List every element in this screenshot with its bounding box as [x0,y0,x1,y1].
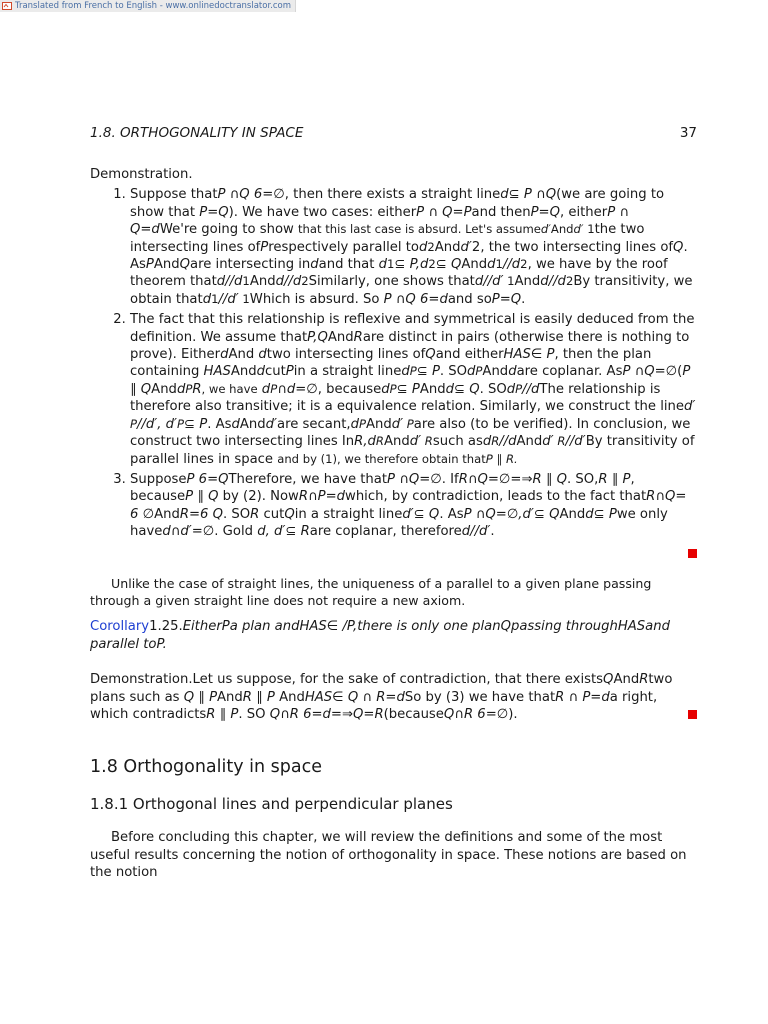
math-run: P ∩Q=∅,d′⊆ Q [463,506,560,522]
math-run: d∩d′=∅ [162,524,215,540]
text-run: So by (3) we have that [404,689,556,705]
text-run: And [514,274,541,290]
math-run: P=Q [530,204,560,220]
text-run: two intersecting lines of [266,347,426,363]
text-run: we only have [130,506,668,540]
text-run: are intersecting in [190,257,311,273]
text-run: by (2). Now [218,489,299,505]
text-run: cut [259,506,285,522]
text-run: Which is absurd. So [249,291,384,307]
math-run: HAS∈ Q ∩ R=d [304,689,405,705]
math-run: R ∥ P [242,689,275,705]
text-run: a right, which contradicts [90,689,658,722]
math-run: P ∥ R. [485,451,518,466]
proof-item [130,186,697,308]
text-run: , either [559,204,608,220]
math-run: d [467,364,476,380]
text-run: And [274,689,305,705]
math-run: P [177,416,185,431]
math-run: // [502,257,512,273]
math-run: d⊆ Q [445,381,480,397]
math-run: Q [603,672,614,688]
math-run: d [508,364,517,380]
math-run: P [285,364,294,380]
math-run: P ∥ Q [130,364,691,397]
text-run: are secant, [277,416,351,432]
subsection-heading: 1.8.1 Orthogonal lines and perpendicular planes [90,794,453,813]
text-run: And [383,434,410,450]
corollary-proof-text [90,672,672,722]
math-run: Q∩R 6=∅ [443,706,509,722]
math-run: R,d [354,434,376,450]
math-run: Q [284,506,295,522]
text-run: in a straight line [293,364,402,380]
text-run: ). [508,706,518,722]
text-run: (because [383,706,444,722]
text-run: 1 [495,257,503,272]
text-run: And [516,434,543,450]
text-run: And [613,672,640,688]
math-run: d′ [684,399,696,415]
math-run: d [258,347,267,363]
text-run: And [217,689,243,705]
banner-text[interactable]: Translated from French to English - www.onlinedoctranslator.com [15,1,292,11]
math-run: d [310,257,319,273]
text-run: . SO [223,506,251,522]
math-run: P [475,364,483,379]
math-run: R [491,434,500,449]
math-run: ∩d=∅ [277,381,318,397]
math-run: R [639,672,649,688]
math-run: ⊆ P [416,364,440,380]
math-run: R∩Q=∅=⇒R ∥ Q [458,471,568,487]
text-run: By transitivity, we obtain that [130,274,693,307]
paragraph-before: Before concluding this chapter, we will review the definitions and some of the most useful results concerning the notion of orthogonality in space. These notions are based on the notion [90,830,687,880]
math-run: R [421,434,433,449]
math-run: ′ [548,222,551,237]
text-run: , because [317,381,382,397]
math-run: P,Q [307,329,328,345]
math-run: ⊆ Q [435,257,462,273]
math-run: R=6 Q [179,506,224,522]
text-run: respectively parallel to [268,239,420,255]
text-run: and so [447,291,492,307]
text-run: The fact that this relationship is reflexive and symmetrical is easily deduced from the definition. We assume that [130,312,695,345]
math-run: d′ [542,434,554,450]
math-run: d//d′ [461,524,491,540]
math-run: d [482,434,492,450]
text-run: , we have by the roof theorem that [130,257,668,290]
corollary-link[interactable]: Corollary [90,619,150,635]
math-run: ⊆ P [396,381,420,397]
corollary-proof [90,671,697,723]
text-run: 2 [427,239,435,254]
math-run: P [409,364,417,379]
math-run: //d′, d′ [137,416,178,432]
text-run: , because [130,471,635,505]
math-run: P 6=Q [186,471,229,487]
text-run: 2 [471,239,481,255]
math-run: d [176,381,186,397]
text-run: 1 [242,274,250,289]
text-run: 1 [211,291,219,306]
math-run: ⊆ P [184,416,208,432]
math-run: Q [673,239,684,255]
math-run: d′ [460,239,472,255]
page-number: 37 [679,125,697,141]
text-run: And [327,329,354,345]
math-run: R [375,434,384,449]
text-run: . As [130,239,688,273]
math-run: P [130,416,137,431]
math-run: HAS∈ P [503,347,555,363]
corollary-statement: EitherPa plan andHAS∈ /P,there is only one planQpassing throughHASand parallel toP. [90,619,670,652]
math-run: d [487,257,496,273]
text-run: and then [471,204,531,220]
text-run: And [154,506,180,522]
text-run: And [419,381,446,397]
text-run: , the two intersecting lines of [480,239,674,255]
text-run: . As [439,506,464,522]
math-run: d⊆ P [585,506,617,522]
text-run: . SO [439,364,468,380]
math-run: ⊆ P, [394,257,420,273]
math-run: d//d [216,274,243,290]
math-run: d [256,364,265,380]
math-run: R [353,329,363,345]
math-run: d [511,257,521,273]
paragraph-unlike: Unlike the case of straight lines, the uniqueness of a parallel to a given plane passing through a given straight line does not require a new axiom. [90,575,652,608]
math-run: P=Q [199,204,229,220]
math-run: d, d′⊆ R [257,524,310,540]
text-run: . Gold [214,524,258,540]
text-run: And [559,506,586,522]
text-run: and that [318,257,379,273]
math-run: d [350,416,359,432]
math-run: P [270,381,278,396]
text-run: And [228,347,259,363]
text-run: And [230,364,257,380]
text-run: By transitivity of parallel lines in space [130,434,695,467]
math-run: P [185,381,193,396]
math-run: d′ [265,416,278,432]
text-run: are coplanar, therefore [309,524,462,540]
math-run: d [381,381,390,397]
text-run: And [365,416,392,432]
text-run: 2 [565,274,574,289]
math-run: P ∩Q 6=∅ [217,187,285,203]
text-run: , then the plan containing [130,347,652,380]
math-run: Q∩R 6=d=⇒Q=R [269,706,384,722]
text-run: 2 [301,274,309,289]
text-run: And [434,239,461,255]
text-run: in a straight line [294,506,403,522]
text-run: And [153,257,180,273]
text-run: Suppose [130,471,187,487]
math-run: d′⊆ Q [402,506,440,522]
math-run: P ∩Q=∅ [387,471,442,487]
math-run: //d′ [565,434,586,450]
math-run: R [250,506,260,522]
math-run: R [553,434,566,449]
proof-list [90,186,697,540]
text-run: And [461,257,488,273]
text-run: 1 [503,274,515,289]
text-run: Demonstration.Let us suppose, for the sake of contradiction, that there exists [90,672,604,688]
text-run: . [521,291,526,307]
text-run: We're going to show [159,222,298,238]
text-run: and by (1), we therefore obtain that [277,451,486,466]
text-run: And [482,364,509,380]
text-run: , then there exists a straight line [284,187,501,203]
translator-logo-icon [2,2,12,10]
text-run: two plans such as [90,672,673,705]
math-run: HAS [203,364,231,380]
math-run: R∩P=d [298,489,346,505]
math-run: d [419,257,429,273]
running-header [90,125,697,141]
text-run: . SO [238,706,270,722]
math-run: R∩Q= 6 ∅ [130,489,687,522]
proof-item [130,311,697,468]
text-run: that this last case is absurd. Let's assume [297,222,541,237]
text-run: And [151,381,177,397]
running-header-title: 1.8. ORTHOGONALITY IN SPACE [90,125,304,141]
text-run: And [550,222,574,237]
text-run: 2 [428,257,436,272]
text-run: 1 [583,222,595,237]
text-run: such as [432,434,483,450]
text-run: 1 [387,257,395,272]
text-run: and either [435,347,504,363]
math-run: P [358,416,366,431]
math-run: d′ [573,222,584,237]
math-run: P ∩ Q=d [130,204,629,238]
math-run: P=Q [491,291,522,307]
math-run: Q [179,257,191,273]
text-run: The relationship is therefore also transitive; it is a equivalence relation. Similarly, we construct the line [130,381,685,415]
text-run: . [490,524,495,540]
math-run: P ∩Q=∅ [622,364,678,380]
math-run: P [515,381,523,396]
text-run: Similarly, one shows that [308,274,475,290]
math-run: P ∥ Q [185,489,219,505]
math-run: R [192,381,202,397]
math-run: d//d [275,274,302,290]
qed-marker [688,549,697,558]
corollary-number: 1.25. [149,619,183,635]
text-run: And [239,416,266,432]
math-run: R ∥ P [206,706,239,722]
section-heading: 1.8 Orthogonality in space [90,757,323,778]
text-run: 1 [238,291,250,306]
math-run: d [506,381,516,397]
math-run: d [257,381,271,397]
corollary [90,618,697,653]
math-run: P ∩Q 6=d [383,291,448,307]
math-run: d//d′ [474,274,504,290]
math-run: //d′ [218,291,239,307]
text-run: And [249,274,276,290]
math-run: Q [425,347,436,363]
demonstration-title: Demonstration. [90,167,193,182]
math-run: //d [499,434,517,450]
math-run: d [231,416,240,432]
proof-item [130,471,697,541]
qed-marker [688,710,697,719]
math-run: d [378,257,388,273]
math-run: d [202,291,212,307]
math-run: Q ∥ P [183,689,218,705]
text-run: . As [207,416,232,432]
text-run: Therefore, we have that [228,471,388,487]
math-run: d [220,347,229,363]
text-run: . If [441,471,459,487]
text-run: . SO [479,381,507,397]
math-run: d [401,364,410,380]
math-run: P [145,257,154,273]
text-run: are distinct in pairs (otherwise there is nothing to prove). Either [130,329,690,363]
math-run: d [419,239,428,255]
math-run: P [389,381,397,396]
math-run: d [540,222,549,237]
text-run: (we are going to show that [130,187,665,220]
text-run: cut [265,364,286,380]
text-run: Suppose that [130,187,218,203]
translation-banner[interactable] [0,0,296,12]
math-run: //d [522,381,540,397]
text-run: ( [677,364,683,380]
math-run: d′ [391,416,404,432]
math-run: d//d [540,274,566,290]
text-run: which, by contradiction, leads to the fact that [345,489,647,505]
text-run: . SO, [567,471,599,487]
text-run: are coplanar. As [516,364,623,380]
math-run: P ∩ Q=P [416,204,472,220]
math-run: P [260,239,269,255]
math-run: R ∩ P=d [555,689,610,705]
text-run: the two intersecting lines of [130,222,645,255]
math-run: P [403,416,414,431]
math-run: d⊆ P ∩Q [500,187,557,203]
text-run: 2 [520,257,528,272]
math-run: R ∥ P [598,471,631,487]
text-run: are also (to be verified). In conclusion, we construct two intersecting lines In [130,416,691,450]
text-run: ). We have two cases: either [228,204,417,220]
math-run: d′ [409,434,422,450]
text-run: , we have [201,381,258,396]
page-content [90,166,697,881]
